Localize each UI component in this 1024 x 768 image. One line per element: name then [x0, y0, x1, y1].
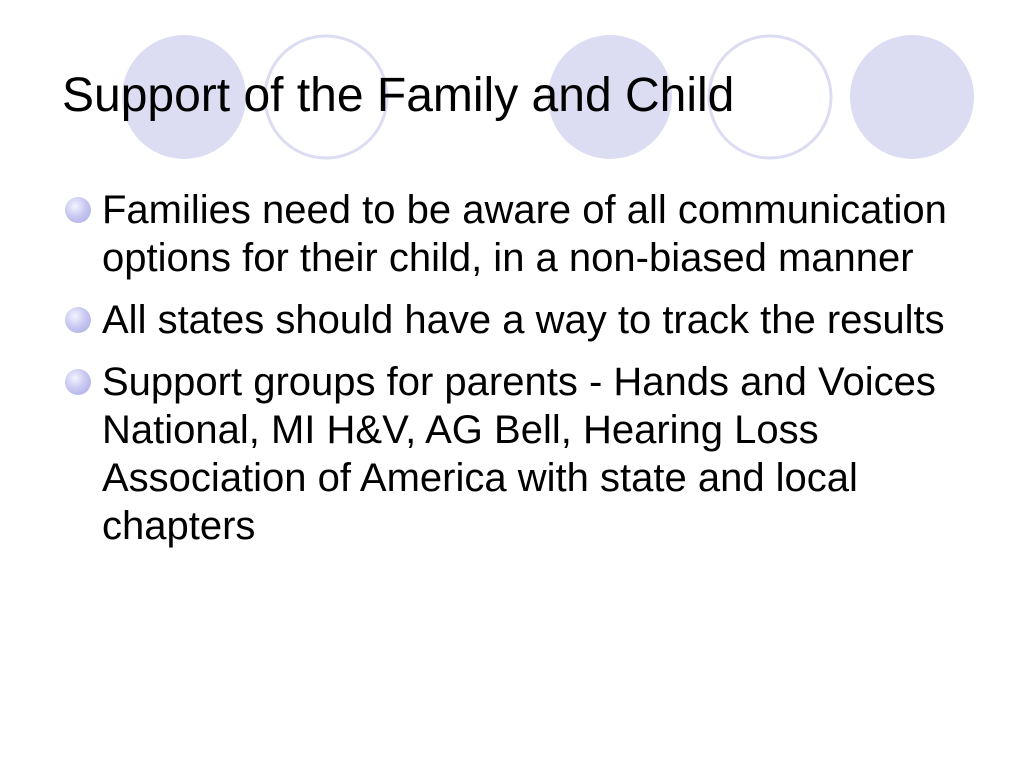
bullet-circle-icon	[65, 369, 91, 395]
bullet-item-support-groups	[62, 358, 982, 550]
slide-title: Support of the Family and Child	[62, 69, 735, 122]
bullet-circle-icon	[65, 197, 91, 223]
bullet-list	[62, 186, 982, 564]
bullet-text: Support groups for parents - Hands and Voices National, MI H&V, AG Bell, Hearing Loss Association of America with state and local chapters	[102, 360, 936, 548]
bullet-item-families	[62, 186, 982, 282]
bullet-text: Families need to be aware of all communication options for their child, in a non-biased manner	[102, 188, 947, 280]
bullet-text: All states should have a way to track the results	[102, 298, 945, 342]
bullet-circle-icon	[65, 307, 91, 333]
bullet-item-states	[62, 296, 982, 344]
decor-circle-filled-3	[850, 35, 974, 159]
